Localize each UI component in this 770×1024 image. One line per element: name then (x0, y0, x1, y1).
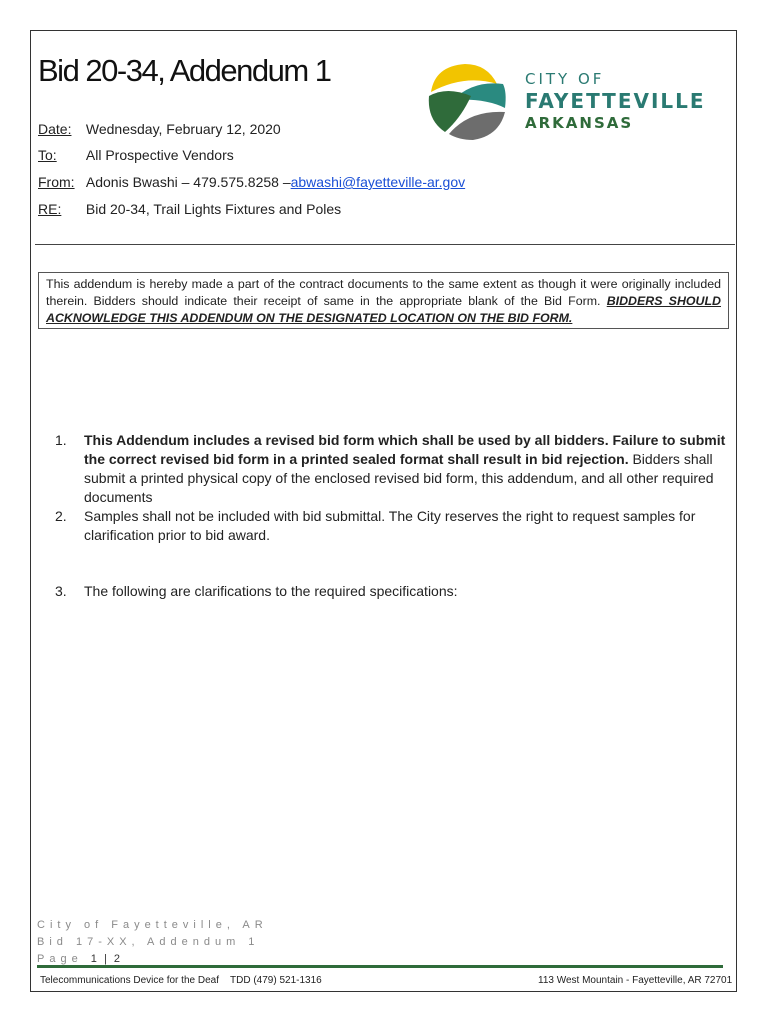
footer-address: 113 West Mountain - Fayetteville, AR 72701 (538, 975, 733, 986)
re-label: RE: (38, 201, 62, 217)
list-item-bold-text: This Addendum includes a revised bid form which shall be used by all bidders. Failure to submit the correct revised bid form in a printed sealed format shall result in bid rejection. (84, 432, 726, 467)
footer-tdd-number: TDD (479) 521-1316 (230, 975, 322, 986)
list-item-number: 2. (55, 508, 67, 524)
logo-line-city-of: CITY OF (525, 70, 605, 88)
list-item-text (84, 431, 735, 507)
addendum-notice (38, 272, 729, 329)
list-item-number: 3. (55, 583, 67, 599)
to-row (38, 147, 234, 163)
list-item-body-text: Bidders shall submit a printed physical copy of the enclosed revised bid form, this addendum, and all other required documents (84, 451, 714, 505)
city-logo (425, 62, 725, 142)
footer-city: City of Fayetteville, AR (37, 919, 268, 931)
footer-tdd-label: Telecommunications Device for the Deaf (40, 975, 219, 986)
from-value: Adonis Bwashi – 479.575.8258 – (85, 174, 291, 190)
footer-page-number: 1 | 2 (90, 953, 122, 965)
list-item (55, 507, 735, 545)
from-row (38, 174, 465, 190)
logo-line-arkansas: ARKANSAS (525, 114, 634, 132)
list-item (55, 582, 735, 601)
re-value: Bid 20-34, Trail Lights Fixtures and Poles (85, 201, 342, 217)
date-row (38, 121, 281, 137)
list-item-text: The following are clarifications to the required specifications: (84, 583, 458, 599)
date-label: Date: (38, 121, 72, 137)
date-value: Wednesday, February 12, 2020 (85, 121, 281, 137)
re-row (38, 201, 341, 217)
list-item (55, 431, 735, 507)
from-label: From: (38, 174, 75, 190)
notice-text: This addendum is hereby made a part of the contract documents to the same extent as though it were originally included therein. Bidders should indicate their receipt of same in the appropriate blank of the Bid Form. (46, 277, 721, 308)
footer-bid: Bid 17-XX, Addendum 1 (37, 936, 260, 948)
header-divider (35, 244, 735, 245)
city-logo-icon (425, 62, 515, 142)
from-email-link[interactable]: abwashi@fayetteville-ar.gov (290, 174, 466, 190)
logo-line-fayetteville: FAYETTEVILLE (525, 89, 706, 113)
list-item-text: Samples shall not be included with bid submittal. The City reserves the right to request samples for clarification prior to bid award. (84, 508, 696, 543)
to-label: To: (38, 147, 57, 163)
footer-page-label: Page (37, 953, 83, 965)
page-title: Bid 20-34, Addendum 1 (38, 53, 331, 88)
to-value: All Prospective Vendors (85, 147, 234, 163)
notice-emphasis: BIDDERS SHOULD ACKNOWLEDGE THIS ADDENDUM ON THE DESIGNATED LOCATION ON THE BID FORM. (46, 294, 721, 325)
list-item-number: 1. (55, 432, 67, 448)
footer-green-bar (37, 965, 723, 968)
footer-page (37, 953, 122, 965)
